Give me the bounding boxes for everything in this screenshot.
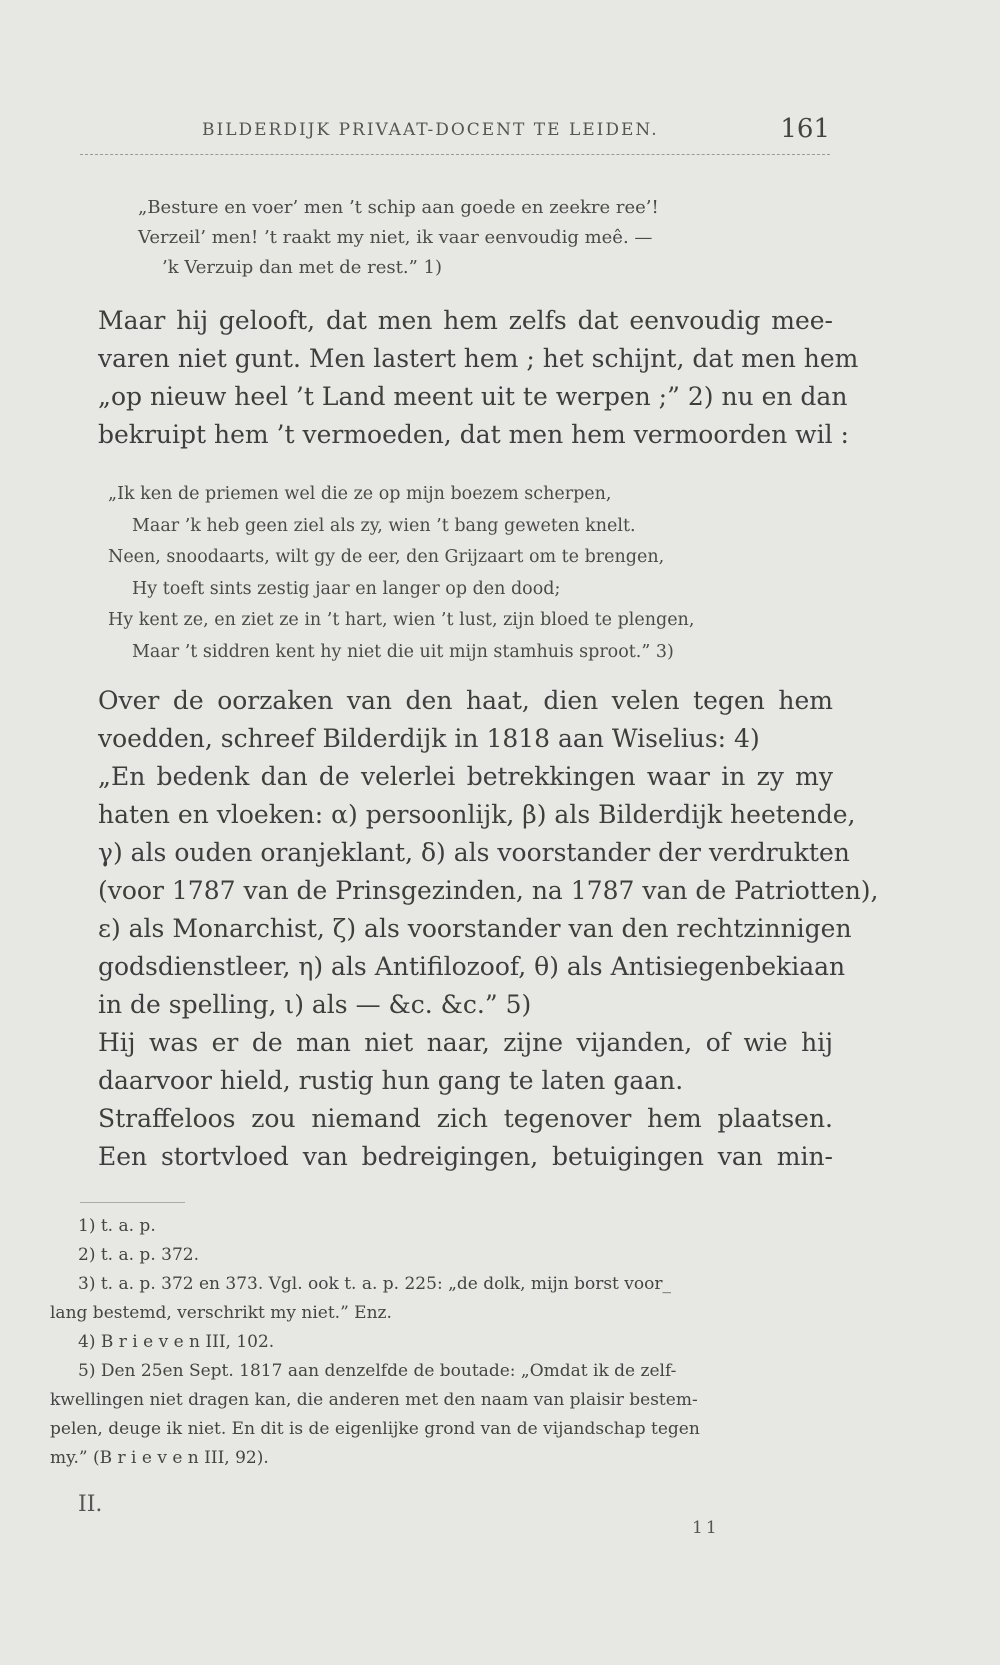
text-line: daarvoor hield, rustig hun gang te laten gaan. bbox=[98, 1066, 684, 1095]
text-line: haten en vloeken: α) persoonlijk, β) als Bilderdijk heetende, bbox=[98, 800, 856, 829]
verse-line: Maar ’k heb geen ziel als zy, wien ’t bang geweten knelt. bbox=[132, 515, 636, 536]
text-line: Maar hij gelooft, dat men hem zelfs dat eenvoudig mee- bbox=[98, 306, 833, 335]
text-line: „op nieuw heel ’t Land meent uit te werpen ;” 2) nu en dan bbox=[98, 382, 848, 411]
text-line: voedden, schreef Bilderdijk in 1818 aan Wiselius: 4) bbox=[98, 724, 760, 753]
running-title: BILDERDIJK PRIVAAT-DOCENT TE LEIDEN. bbox=[202, 120, 659, 140]
page-number: 161 bbox=[780, 114, 830, 144]
footnote-rule bbox=[80, 1202, 185, 1203]
header-rule bbox=[80, 154, 830, 155]
verse-line: „Besture en voer’ men ’t schip aan goede en zeekre ree’! bbox=[138, 197, 659, 218]
text-line: bekruipt hem ’t vermoeden, dat men hem vermoorden wil : bbox=[98, 420, 849, 449]
footnote: 2) t. a. p. 372. bbox=[78, 1245, 199, 1265]
text-line: Over de oorzaken van den haat, dien velen tegen hem bbox=[98, 686, 833, 715]
footnote: 1) t. a. p. bbox=[78, 1216, 156, 1236]
footnotes bbox=[50, 1212, 820, 1473]
verse-line: Maar ’t siddren kent hy niet die uit mijn stamhuis sproot.” 3) bbox=[132, 641, 674, 662]
text-line: „En bedenk dan de velerlei betrekkingen waar in zy my bbox=[98, 762, 833, 791]
footnote: 4) B r i e v e n III, 102. bbox=[78, 1332, 275, 1352]
paragraph-1 bbox=[98, 302, 859, 454]
page-header bbox=[80, 112, 830, 152]
verse-line: Verzeil’ men! ’t raakt my niet, ik vaar eenvoudig meê. — bbox=[138, 227, 653, 248]
footnote-continuation: lang bestemd, verschrikt my niet.” Enz. bbox=[50, 1303, 392, 1323]
text-line: γ) als ouden oranjeklant, δ) als voorstander der verdrukten bbox=[98, 838, 850, 867]
verse-line: „Ik ken de priemen wel die ze op mijn boezem scherpen, bbox=[108, 484, 612, 504]
verse-quote-1 bbox=[138, 193, 659, 283]
verse-line: Hy toeft sints zestig jaar en langer op den dood; bbox=[132, 578, 561, 599]
paragraph-2 bbox=[98, 682, 879, 1176]
footnote: 3) t. a. p. 372 en 373. Vgl. ook t. a. p. 225: „de dolk, mijn borst voor_ bbox=[78, 1274, 671, 1294]
verse-line: ’k Verzuip dan met de rest.” 1) bbox=[162, 257, 443, 278]
text-line: varen niet gunt. Men lastert hem ; het schijnt, dat men hem bbox=[98, 344, 859, 373]
gathering-number: 11 bbox=[692, 1518, 720, 1538]
footnote-continuation: pelen, deuge ik niet. En dit is de eigenlijke grond van de vijandschap tegen bbox=[50, 1419, 700, 1439]
footnote-continuation: my.” (B r i e v e n III, 92). bbox=[50, 1448, 269, 1468]
text-line: godsdienstleer, η) als Antifilozoof, θ) als Antisiegenbekiaan bbox=[98, 952, 846, 981]
footnote: 5) Den 25en Sept. 1817 aan denzelfde de boutade: „Omdat ik de zelf- bbox=[78, 1361, 677, 1381]
verse-line: Hy kent ze, en ziet ze in ’t hart, wien ’t lust, zijn bloed te plengen, bbox=[108, 610, 695, 630]
text-line: in de spelling, ι) als — &c. &c.” 5) bbox=[98, 990, 532, 1019]
verse-line: Neen, snoodaarts, wilt gy de eer, den Grijzaart om te brengen, bbox=[108, 547, 665, 567]
text-line: ε) als Monarchist, ζ) als voorstander van den rechtzinnigen bbox=[98, 914, 852, 943]
text-line: Een stortvloed van bedreigingen, betuigingen van min- bbox=[98, 1142, 833, 1171]
text-line: Hij was er de man niet naar, zijne vijanden, of wie hij bbox=[98, 1028, 833, 1057]
verse-quote-2 bbox=[108, 479, 694, 668]
footnote-continuation: kwellingen niet dragen kan, die anderen met den naam van plaisir bestem- bbox=[50, 1390, 698, 1410]
signature-mark: II. bbox=[78, 1492, 103, 1517]
text-line: Straffeloos zou niemand zich tegenover hem plaatsen. bbox=[98, 1104, 833, 1133]
text-line: (voor 1787 van de Prinsgezinden, na 1787 van de Patriotten), bbox=[98, 876, 879, 905]
